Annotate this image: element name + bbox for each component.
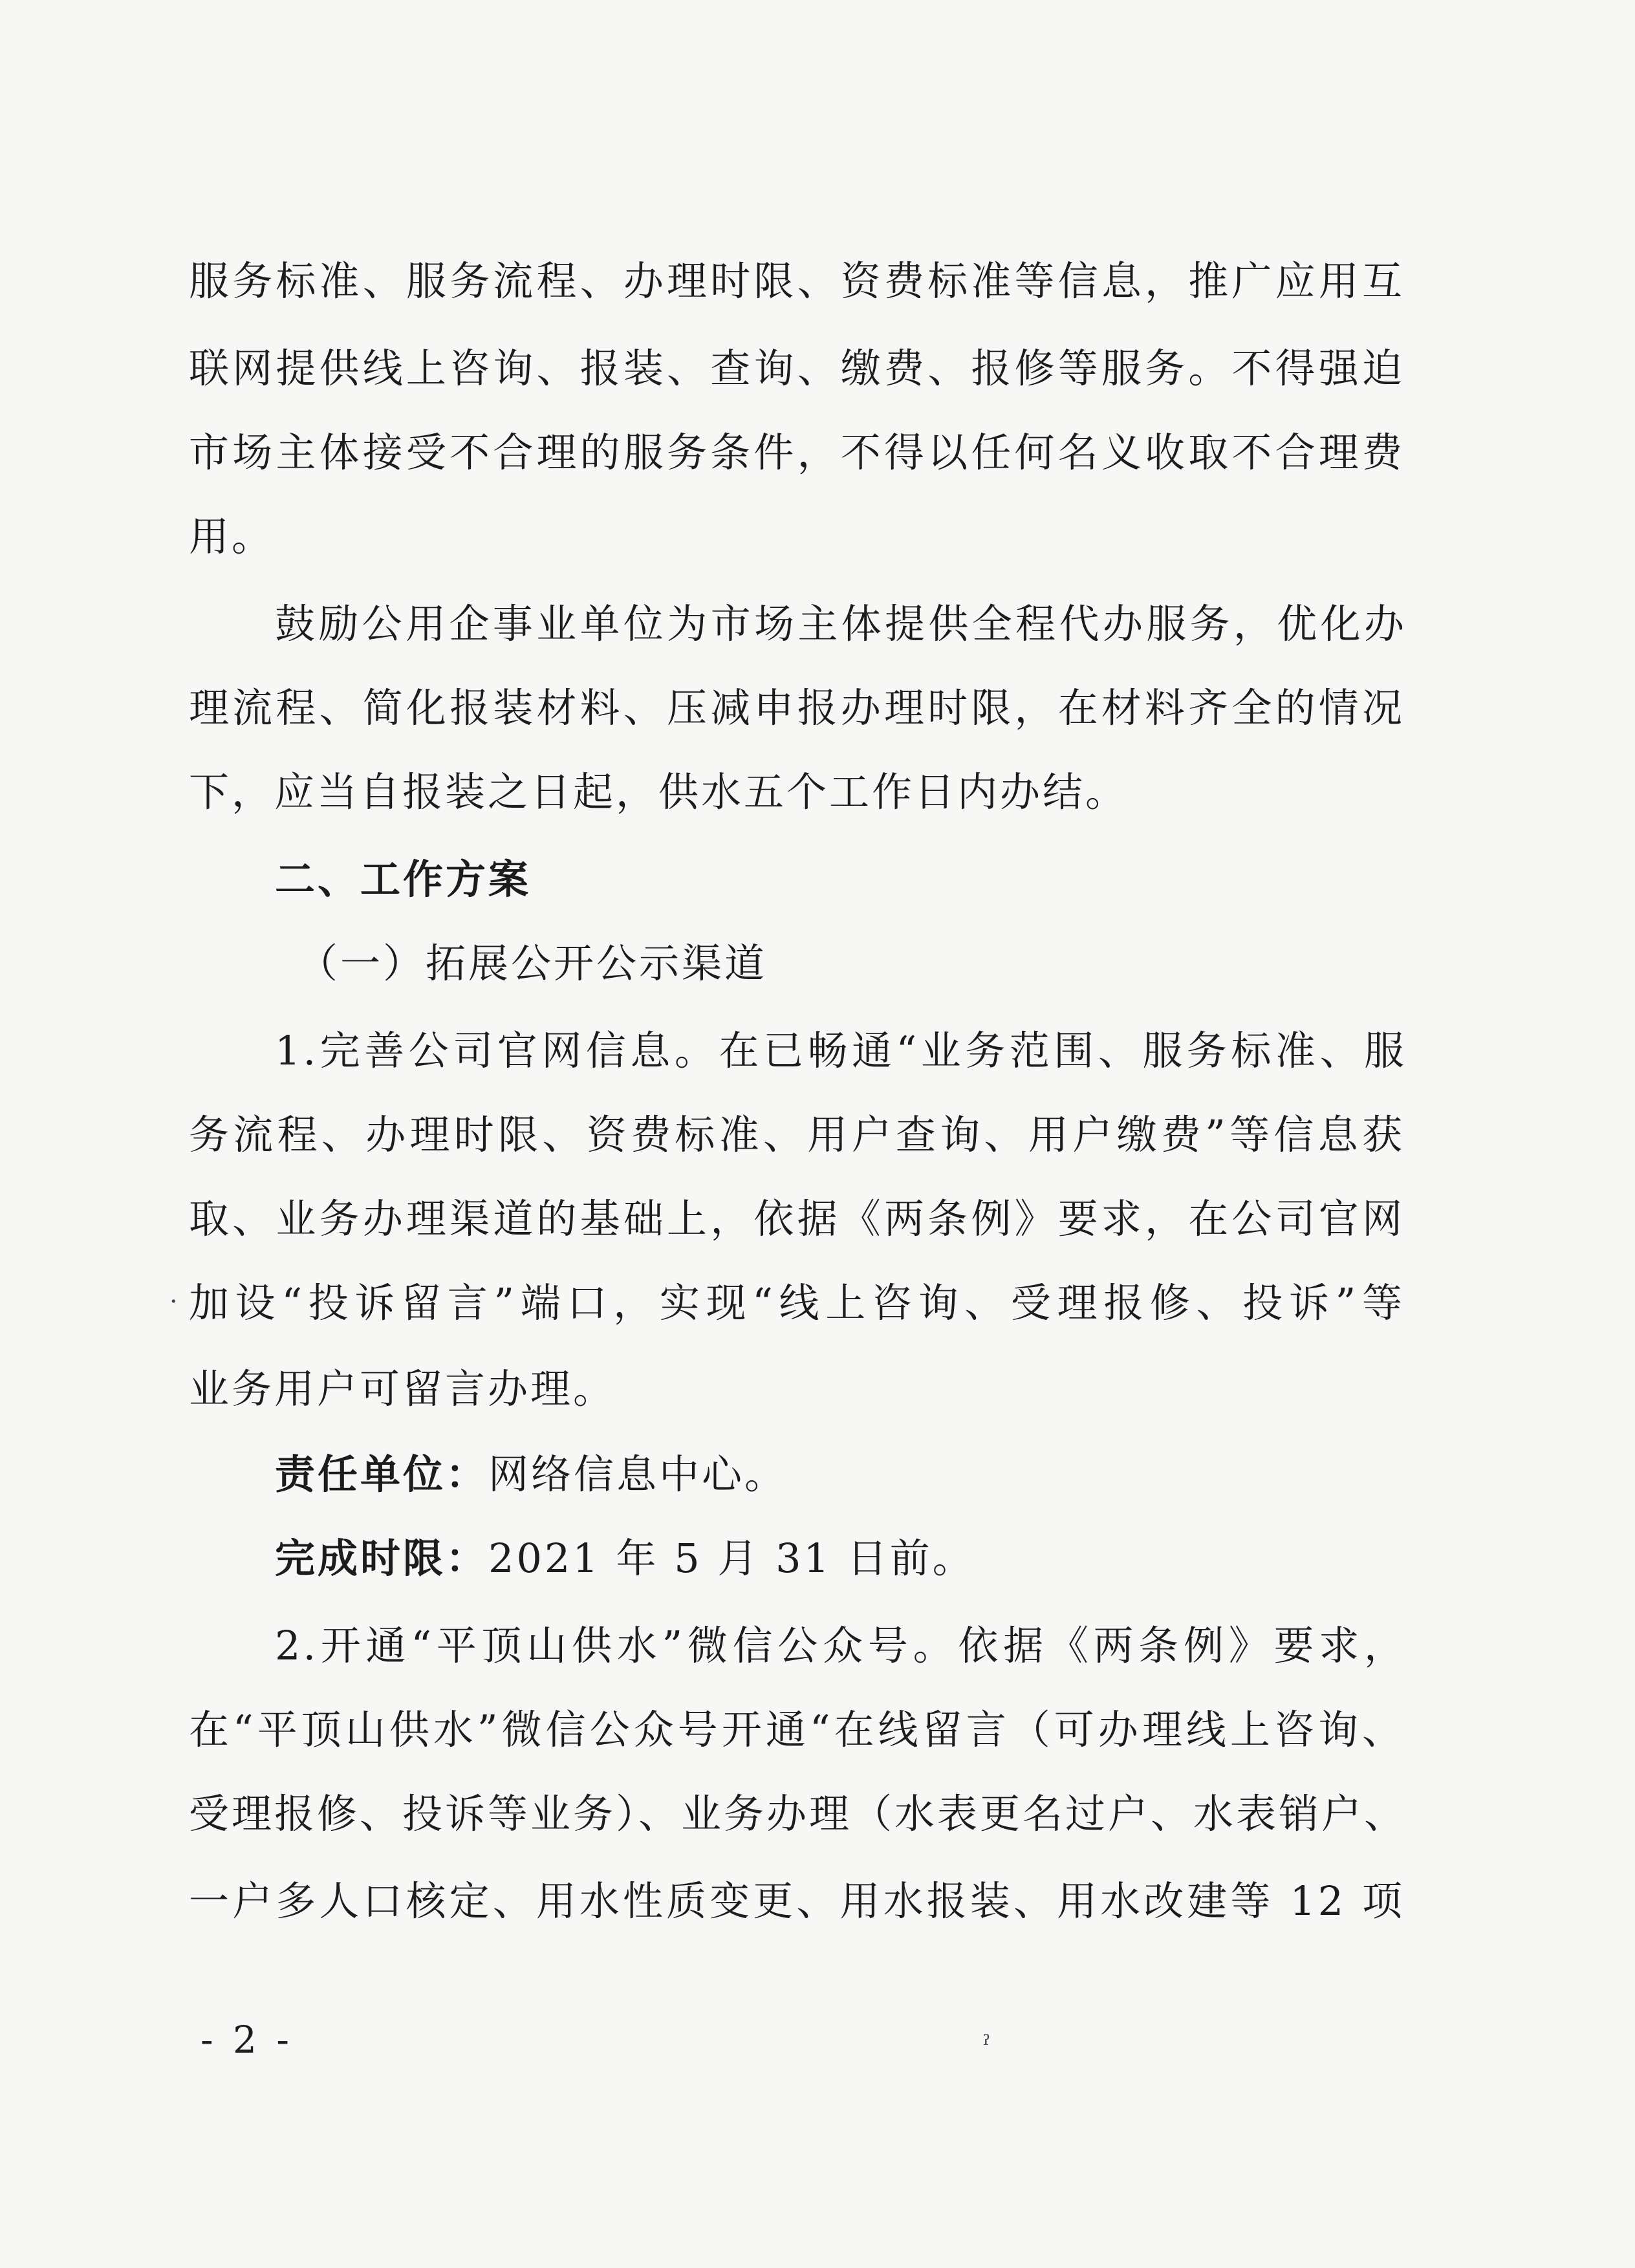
item-line: 加设“投诉留言”端口，实现“线上咨询、受理报修、投诉”等	[189, 1279, 1405, 1326]
item-line: 取、业务办理渠道的基础上，依据《两条例》要求，在公司官网	[189, 1195, 1405, 1242]
section-heading: 二、工作方案	[275, 856, 532, 903]
paragraph-line: 服务标准、服务流程、办理时限、资费标准等信息，推广应用互	[189, 257, 1405, 305]
scan-speck: ˀ	[983, 2031, 991, 2060]
item-line: 2.开通“平顶山供水”微信公众号。依据《两条例》要求，	[275, 1622, 1407, 1669]
responsible-value: 网络信息中心。	[488, 1451, 788, 1498]
page-number: - 2 -	[200, 2018, 293, 2062]
paragraph-line: 用。	[189, 513, 275, 560]
deadline	[275, 1533, 1407, 1584]
scan-speck: ·	[169, 1287, 178, 1317]
item-line: 受理报修、投诉等业务）、业务办理（水表更名过户、水表销户、	[189, 1790, 1407, 1837]
item-line: 在“平顶山供水”微信公众号开通“在线留言（可办理线上咨询、	[189, 1706, 1405, 1753]
item-line: 业务用户可留言办理。	[189, 1365, 616, 1412]
paragraph-line: 鼓励公用企事业单位为市场主体提供全程代办服务，优化办	[275, 600, 1407, 647]
responsible-label: 责任单位：	[275, 1451, 489, 1498]
item-line: 一户多人口核定、用水性质变更、用水报装、用水改建等 12 项	[189, 1877, 1405, 1925]
deadline-label: 完成时限：	[275, 1535, 489, 1582]
paragraph-line: 市场主体接受不合理的服务条件，不得以任何名义收取不合理费	[189, 429, 1405, 476]
paragraph-line: 理流程、简化报装材料、压减申报办理时限，在材料齐全的情况	[189, 684, 1405, 731]
paragraph-line: 下，应当自报装之日起，供水五个工作日内办结。	[189, 768, 1129, 815]
subsection-heading: （一）拓展公开公示渠道	[298, 940, 768, 987]
deadline-value: 2021 年 5 月 31 日前。	[488, 1535, 975, 1582]
item-line: 1.完善公司官网信息。在已畅通“业务范围、服务标准、服	[275, 1027, 1407, 1074]
responsible-unit	[275, 1449, 1407, 1500]
item-line: 务流程、办理时限、资费标准、用户查询、用户缴费”等信息获	[189, 1111, 1405, 1158]
paragraph-line: 联网提供线上咨询、报装、查询、缴费、报修等服务。不得强迫	[189, 345, 1405, 392]
